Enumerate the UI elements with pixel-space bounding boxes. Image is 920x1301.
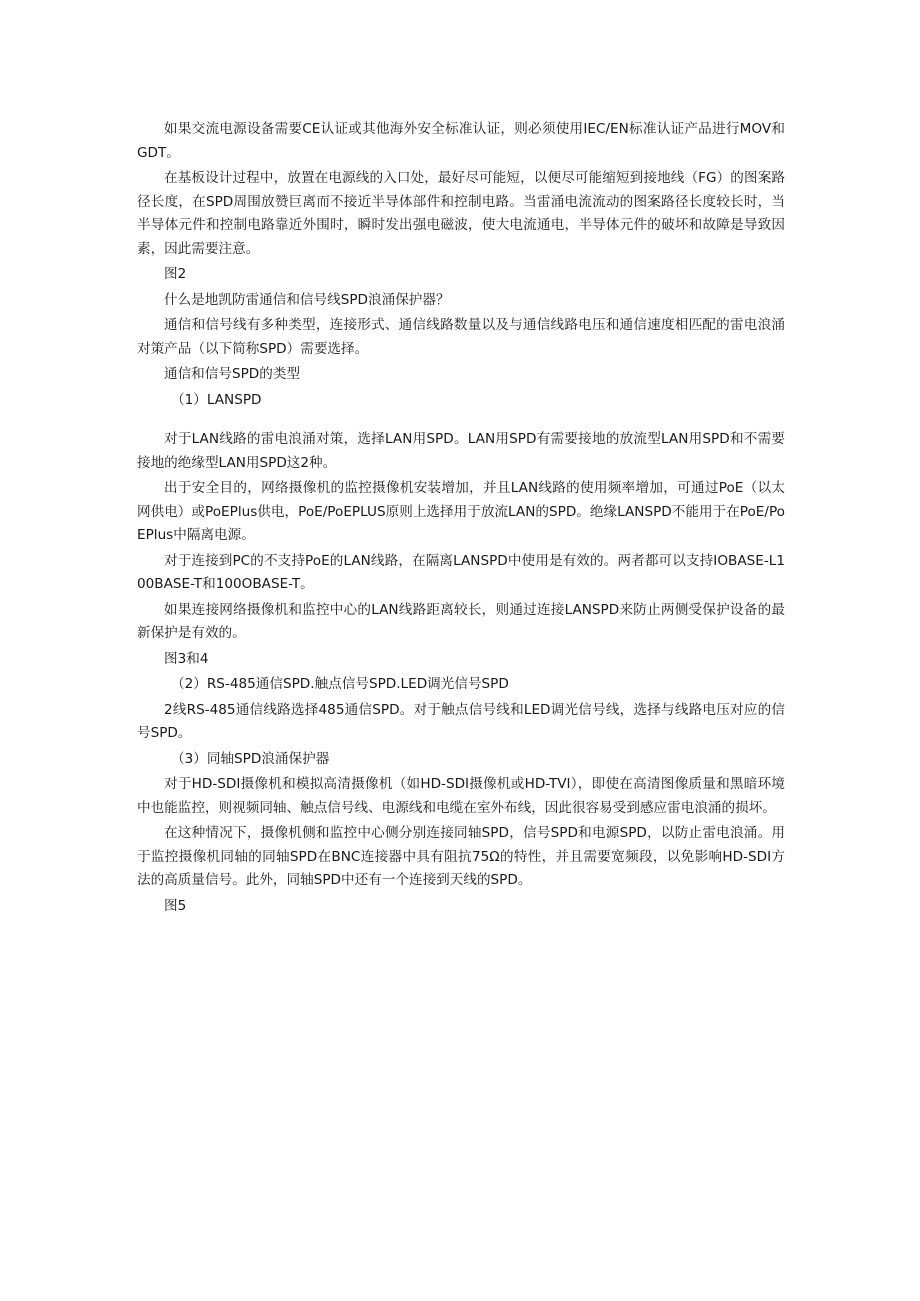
paragraph-ce-certification: 如果交流电源设备需要CE认证或其他海外安全标准认证，则必须使用IEC/EN标准认证产品进行MOV和GDT。 [137, 121, 785, 161]
paragraph-long-distance-lan: 如果连接网络摄像机和监控中心的LAN线路距离较长，则通过连接LANSPD来防止两侧受保护设备的最新保护是有效的。 [137, 601, 785, 641]
subheading-coaxial-spd: （3）同轴SPD浪涌保护器 [171, 750, 330, 767]
paragraph-hd-sdi-camera: 对于HD-SDI摄像机和模拟高清摄像机（如HD-SDI摄像机或HD-TVI），即使在高清图像质量和黑暗环境中也能监控，则视频同轴、触点信号线、电源线和电缆在室外布线，因此很容易受到感应雷电浪涌的损坏。 [137, 776, 785, 816]
paragraph-camera-side: 在这种情况下，摄像机侧和监控中心侧分别连接同轴SPD，信号SPD和电源SPD，以防止雷电浪涌。用于监控摄像机同轴的同轴SPD在BNC连接器中具有阻抗75Ω的特性，并且需要宽频段，以免影响HD-SDI方法的高质量信号。此外，同轴SPD中还有一个连接到天线的SPD。 [137, 825, 785, 888]
paragraph-lan-surge: 对于LAN线路的雷电浪涌对策，选择LAN用SPD。LAN用SPD有需要接地的放流型LAN用SPD和不需要接地的绝缘型LAN用SPD这2种。 [137, 431, 785, 471]
subheading-spd-types: 通信和信号SPD的类型 [164, 366, 301, 382]
paragraph-pc-lan: 对于连接到PC的不支持PoE的LAN线路，在隔离LANSPD中使用是有效的。两者都可以支持IOBASE-L100BASE-T和100OBASE-T。 [137, 552, 785, 592]
document-body [137, 118, 785, 920]
figure-caption-2: 图2 [164, 266, 187, 282]
paragraph-board-design: 在基板设计过程中，放置在电源线的入口处，最好尽可能短，以便尽可能缩短到接地线（FG）的图案路径长度，在SPD周围放赞巨离而不接近半导体部件和控制电路。当雷涌电流流动的图案路径长度较长时，当半导体元件和控制电路靠近外围时，瞬时发出强电磁波，使大电流通电，半导体元件的破坏和故障是导致因素，因此需要注意。 [137, 170, 785, 257]
figure-caption-3-4: 图3和4 [164, 650, 209, 667]
paragraph-network-camera-poe: 出于安全目的，网络摄像机的监控摄像机安装增加，并且LAN线路的使用频率增加，可通过PoE（以太网供电）或PoEPlus供电，PoE/PoEPLUS原则上选择用于放流LAN的SPD。绝缘LANSPD不能用于在PoE/PoEPlus中隔离电源。 [137, 480, 785, 543]
subheading-lanspd: （1）LANSPD [171, 391, 262, 408]
paragraph-rs485: 2线RS-485通信线路选择485通信SPD。对于触点信号线和LED调光信号线，选择与线路电压对应的信号SPD。 [137, 701, 785, 741]
figure-caption-5: 图5 [164, 897, 187, 914]
paragraph-signal-line-types: 通信和信号线有多种类型，连接形式、通信线路数量以及与通信线路电压和通信速度相匹配的雷电浪涌对策产品（以下简称SPD）需要选择。 [137, 317, 785, 357]
section-heading-signal-spd: 什么是地凯防雷通信和信号线SPD浪涌保护器？ [164, 291, 450, 308]
subheading-rs485: （2）RS-485通信SPD.触点信号SPD.LED调光信号SPD [171, 676, 509, 692]
